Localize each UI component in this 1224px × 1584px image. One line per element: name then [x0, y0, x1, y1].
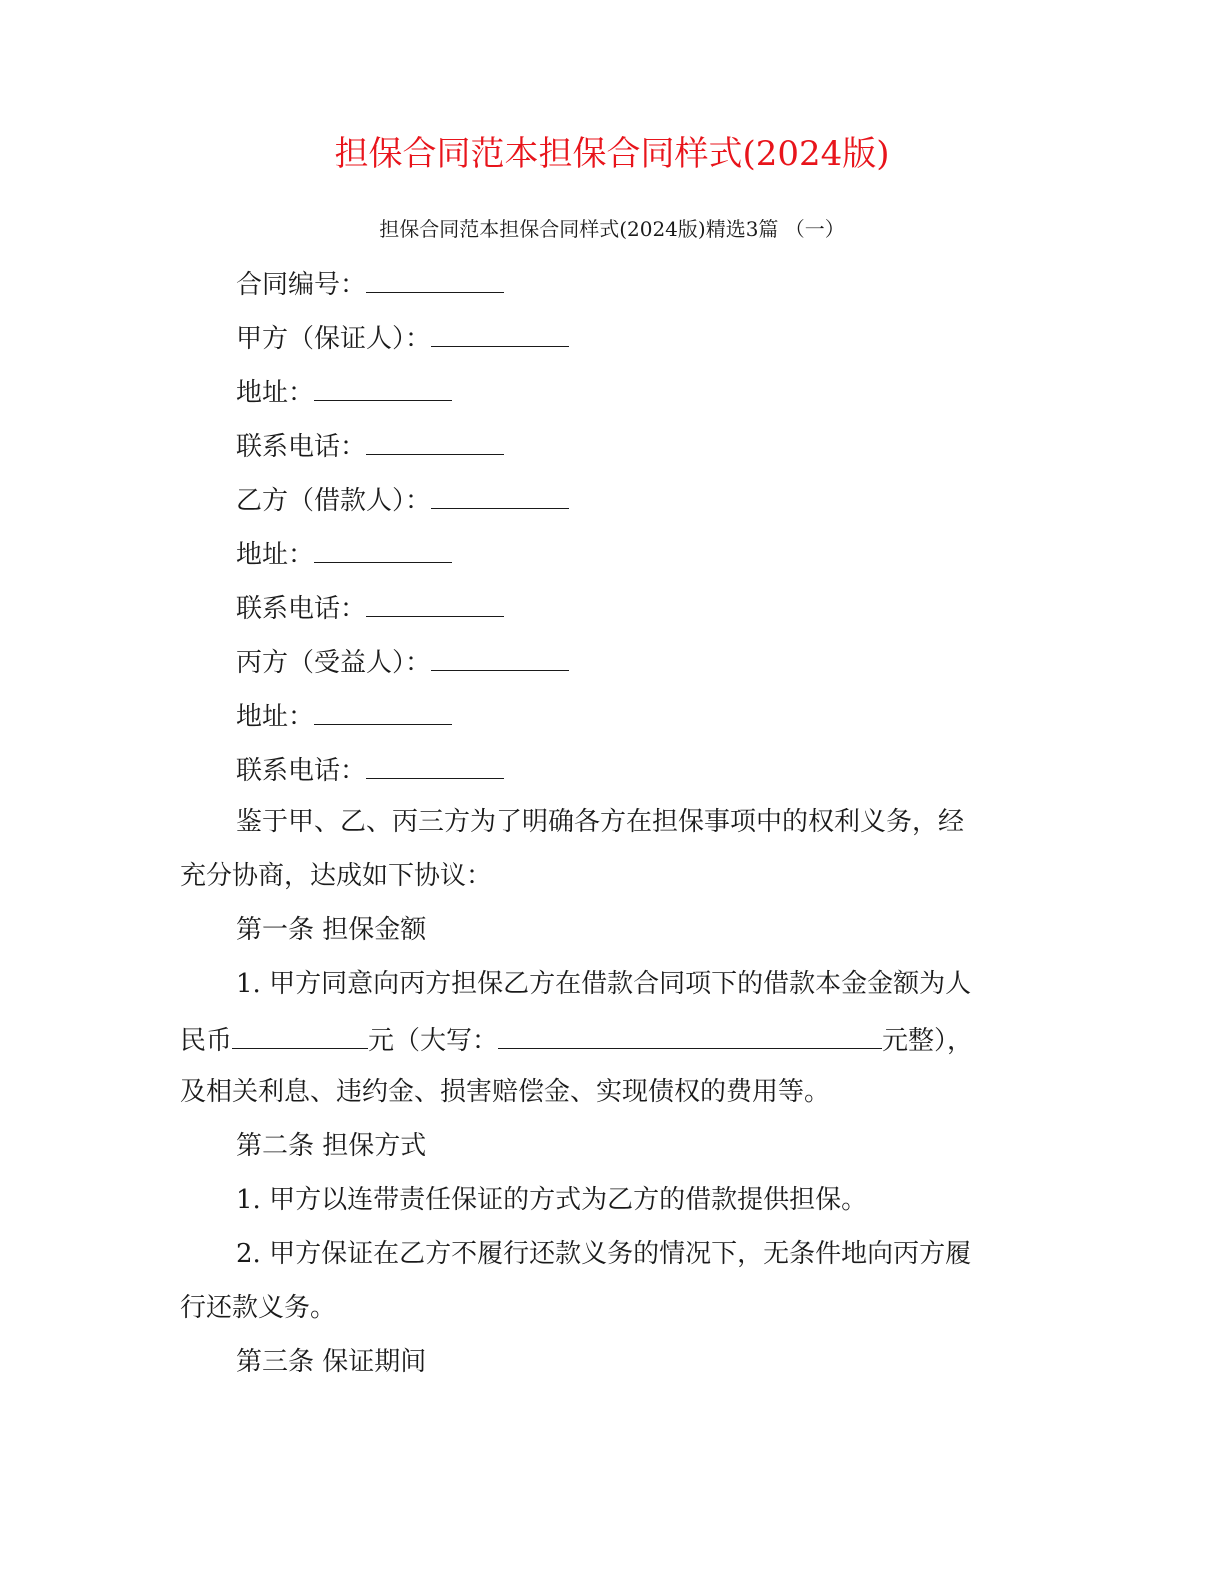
- blank-line: [431, 478, 569, 509]
- field-party-a: [236, 316, 569, 359]
- blank-line: [366, 424, 504, 455]
- field-label: 地址：: [236, 540, 315, 570]
- field-address-a: [236, 370, 452, 413]
- blank-line: [366, 748, 504, 779]
- blank-line: [366, 262, 504, 293]
- amount-words-blank: [498, 1018, 882, 1049]
- amount-blank: [232, 1018, 368, 1049]
- field-label: 合同编号：: [236, 270, 367, 300]
- field-label: 联系电话：: [236, 756, 367, 786]
- field-address-c: [236, 694, 452, 737]
- blank-line: [314, 370, 452, 401]
- field-label: 联系电话：: [236, 432, 367, 462]
- preamble-line-1: 鉴于甲、乙、丙三方为了明确各方在担保事项中的权利义务，经: [236, 807, 965, 837]
- article-1-item-1-line-1: 1. 甲方同意向丙方担保乙方在借款合同项下的借款本金金额为人: [236, 969, 972, 999]
- field-label: 甲方（保证人）：: [236, 324, 432, 354]
- field-contract-no: [236, 262, 504, 305]
- field-phone-c: [236, 748, 504, 791]
- document-title: 担保合同范本担保合同样式(2024版): [334, 134, 890, 174]
- field-label: 联系电话：: [236, 594, 367, 624]
- article-1-item-1-line-3: 及相关利息、违约金、损害赔偿金、实现债权的费用等。: [180, 1077, 831, 1107]
- article-3-heading: 第三条 保证期间: [236, 1347, 427, 1377]
- field-party-c: [236, 640, 569, 683]
- article-2-item-1: 1. 甲方以连带责任保证的方式为乙方的借款提供担保。: [236, 1185, 868, 1215]
- field-address-b: [236, 532, 452, 575]
- field-phone-b: [236, 586, 504, 629]
- field-label: 丙方（受益人）：: [236, 648, 432, 678]
- blank-line: [366, 586, 504, 617]
- article-1-heading: 第一条 担保金额: [236, 915, 427, 945]
- blank-line: [314, 532, 452, 563]
- blank-line: [314, 694, 452, 725]
- article-2-item-2-line-2: 行还款义务。: [180, 1293, 337, 1323]
- field-label: 乙方（借款人）：: [236, 486, 432, 516]
- text-segment: 元（大写：: [368, 1026, 499, 1056]
- article-2-item-2-line-1: 2. 甲方保证在乙方不履行还款义务的情况下，无条件地向丙方履: [236, 1239, 972, 1269]
- field-party-b: [236, 478, 569, 521]
- blank-line: [431, 316, 569, 347]
- blank-line: [431, 640, 569, 671]
- document-subtitle: 担保合同范本担保合同样式(2024版)精选3篇 （一）: [379, 217, 845, 241]
- article-1-item-1-line-2: [180, 1018, 973, 1061]
- field-phone-a: [236, 424, 504, 467]
- article-2-heading: 第二条 担保方式: [236, 1131, 427, 1161]
- text-segment: 民币: [180, 1026, 233, 1056]
- text-segment: 元整），: [882, 1026, 974, 1056]
- field-label: 地址：: [236, 378, 315, 408]
- field-label: 地址：: [236, 702, 315, 732]
- preamble-line-2: 充分协商，达成如下协议：: [180, 861, 493, 891]
